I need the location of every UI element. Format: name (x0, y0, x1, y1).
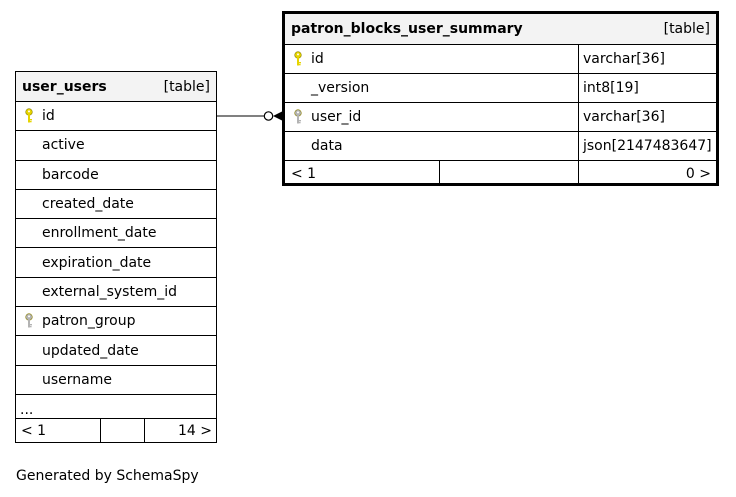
column-row[interactable] (285, 132, 716, 161)
table-kind: [table] (663, 21, 710, 37)
column-row[interactable] (16, 366, 216, 395)
column-row[interactable] (16, 336, 216, 365)
column-name: updated_date (42, 342, 139, 359)
table-patron-blocks-user-summary[interactable] (282, 11, 719, 186)
column-name: external_system_id (42, 283, 177, 300)
key-slot (16, 131, 42, 159)
key-slot (16, 307, 42, 335)
column-type: varchar[36] (578, 45, 716, 73)
column-name-cell (285, 132, 578, 160)
column-row[interactable] (16, 248, 216, 277)
key-slot (16, 248, 42, 276)
key-slot (16, 190, 42, 218)
column-row[interactable] (16, 219, 216, 248)
footer-parents[interactable]: < 1 (16, 419, 101, 443)
column-row[interactable] (16, 190, 216, 219)
column-type: json[2147483647] (578, 132, 716, 160)
column-name: user_id (311, 109, 362, 125)
column-name: id (311, 51, 324, 67)
key-slot (16, 366, 42, 394)
primary-key-icon (24, 108, 34, 124)
table-name[interactable]: user_users (22, 78, 107, 95)
key-slot (16, 102, 42, 130)
key-slot (16, 219, 42, 247)
column-type: int8[19] (578, 74, 716, 102)
column-name: active (42, 137, 85, 154)
table-header (16, 72, 216, 102)
column-name: enrollment_date (42, 225, 157, 242)
key-slot (285, 74, 311, 102)
column-name: data (311, 138, 343, 154)
column-name: barcode (42, 166, 99, 183)
footer-middle (440, 161, 579, 186)
table-name[interactable]: patron_blocks_user_summary (291, 21, 523, 37)
column-name-cell (285, 74, 578, 102)
foreign-key-icon (293, 109, 303, 125)
zero-optionality-marker (264, 112, 272, 120)
column-row[interactable] (16, 102, 216, 131)
footer-parents[interactable]: < 1 (285, 161, 440, 186)
primary-key-icon (293, 51, 303, 67)
column-name: patron_group (42, 313, 136, 330)
key-slot (285, 45, 311, 73)
foreign-key-icon (24, 313, 34, 329)
key-slot (16, 161, 42, 189)
key-slot (16, 336, 42, 364)
key-slot (285, 132, 311, 160)
column-type: varchar[36] (578, 103, 716, 131)
column-row[interactable] (16, 131, 216, 160)
column-name: _version (311, 80, 370, 96)
column-name-cell (285, 45, 578, 73)
footer-middle (101, 419, 145, 443)
key-slot (16, 278, 42, 306)
column-name: expiration_date (42, 254, 152, 271)
footer-children[interactable]: 0 > (685, 165, 711, 182)
table-header (285, 14, 716, 45)
column-row[interactable] (16, 307, 216, 336)
more-columns-ellipsis: ... (16, 395, 216, 419)
column-row[interactable] (285, 103, 716, 132)
key-slot (285, 103, 311, 131)
column-row[interactable] (285, 45, 716, 74)
column-row[interactable] (16, 161, 216, 190)
table-kind: [table] (163, 78, 210, 95)
footer-children[interactable]: 14 > (178, 422, 212, 439)
column-name: username (42, 371, 112, 388)
column-row[interactable] (285, 74, 716, 103)
table-user-users[interactable] (15, 71, 217, 443)
column-row[interactable] (16, 278, 216, 307)
column-name: id (42, 108, 55, 125)
table-footer (285, 161, 716, 186)
column-name: created_date (42, 196, 134, 213)
column-name-cell (285, 103, 578, 131)
table-footer (16, 419, 216, 443)
generated-by-credit: Generated by SchemaSpy (16, 468, 199, 484)
